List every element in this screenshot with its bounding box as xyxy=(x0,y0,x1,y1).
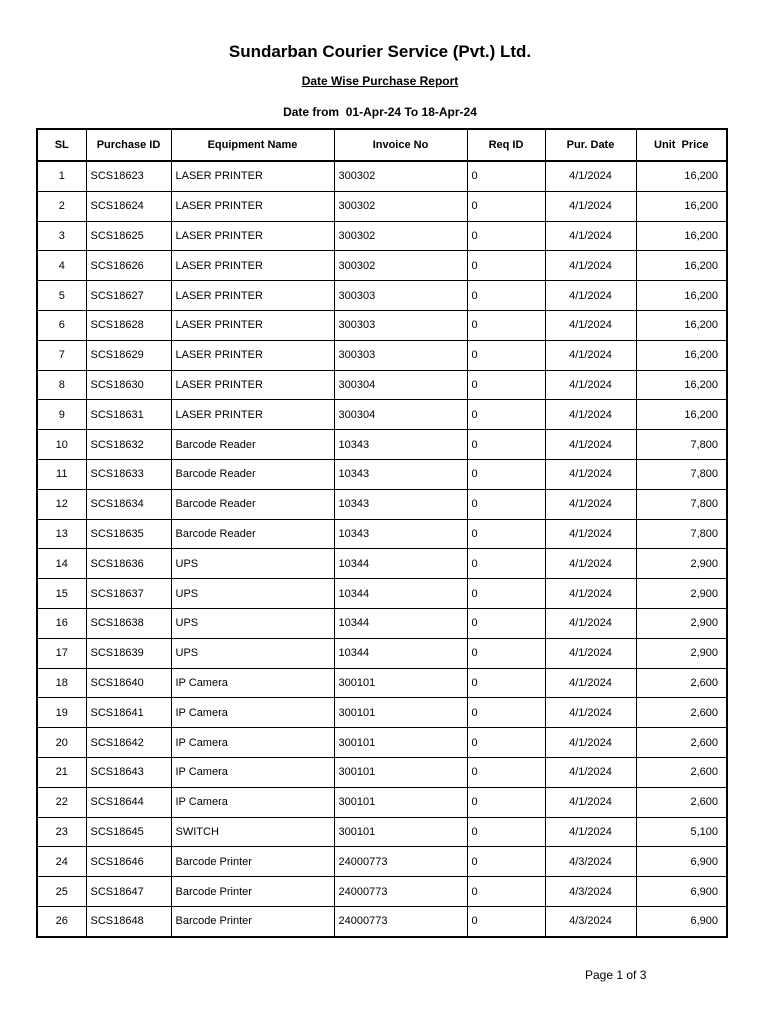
cell-invoice-no: 300303 xyxy=(334,281,467,311)
cell-unit-price: 2,900 xyxy=(636,638,727,668)
cell-invoice-no: 300101 xyxy=(334,728,467,758)
cell-sl: 17 xyxy=(37,638,86,668)
cell-req-id: 0 xyxy=(467,579,545,609)
cell-unit-price: 2,600 xyxy=(636,668,727,698)
cell-sl: 21 xyxy=(37,757,86,787)
cell-req-id: 0 xyxy=(467,340,545,370)
cell-pur-date: 4/1/2024 xyxy=(545,251,636,281)
cell-unit-price: 2,900 xyxy=(636,549,727,579)
cell-equipment-name: LASER PRINTER xyxy=(171,281,334,311)
cell-equipment-name: Barcode Reader xyxy=(171,430,334,460)
cell-req-id: 0 xyxy=(467,519,545,549)
cell-sl: 13 xyxy=(37,519,86,549)
cell-invoice-no: 300303 xyxy=(334,340,467,370)
cell-req-id: 0 xyxy=(467,638,545,668)
cell-equipment-name: IP Camera xyxy=(171,787,334,817)
cell-invoice-no: 300304 xyxy=(334,400,467,430)
cell-sl: 8 xyxy=(37,370,86,400)
cell-sl: 3 xyxy=(37,221,86,251)
cell-req-id: 0 xyxy=(467,787,545,817)
table-row xyxy=(37,430,727,460)
cell-pur-date: 4/1/2024 xyxy=(545,668,636,698)
table-row xyxy=(37,191,727,221)
cell-purchase-id: SCS18628 xyxy=(86,310,171,340)
cell-equipment-name: Barcode Printer xyxy=(171,847,334,877)
cell-pur-date: 4/1/2024 xyxy=(545,161,636,191)
cell-sl: 5 xyxy=(37,281,86,311)
cell-purchase-id: SCS18641 xyxy=(86,698,171,728)
cell-unit-price: 16,200 xyxy=(636,191,727,221)
cell-req-id: 0 xyxy=(467,698,545,728)
cell-equipment-name: Barcode Printer xyxy=(171,877,334,907)
cell-unit-price: 16,200 xyxy=(636,281,727,311)
cell-purchase-id: SCS18627 xyxy=(86,281,171,311)
cell-invoice-no: 300304 xyxy=(334,370,467,400)
cell-req-id: 0 xyxy=(467,459,545,489)
table-row xyxy=(37,489,727,519)
cell-sl: 14 xyxy=(37,549,86,579)
cell-unit-price: 16,200 xyxy=(636,161,727,191)
cell-unit-price: 16,200 xyxy=(636,251,727,281)
cell-req-id: 0 xyxy=(467,608,545,638)
cell-sl: 26 xyxy=(37,906,86,936)
cell-unit-price: 16,200 xyxy=(636,400,727,430)
table-row xyxy=(37,340,727,370)
cell-pur-date: 4/3/2024 xyxy=(545,847,636,877)
cell-req-id: 0 xyxy=(467,906,545,936)
header-sl: SL xyxy=(37,129,86,161)
cell-req-id: 0 xyxy=(467,191,545,221)
cell-req-id: 0 xyxy=(467,221,545,251)
purchase-table xyxy=(36,128,728,938)
cell-purchase-id: SCS18647 xyxy=(86,877,171,907)
table-row xyxy=(37,877,727,907)
cell-purchase-id: SCS18633 xyxy=(86,459,171,489)
cell-purchase-id: SCS18631 xyxy=(86,400,171,430)
cell-purchase-id: SCS18638 xyxy=(86,608,171,638)
cell-sl: 15 xyxy=(37,579,86,609)
cell-pur-date: 4/1/2024 xyxy=(545,459,636,489)
cell-pur-date: 4/1/2024 xyxy=(545,489,636,519)
cell-invoice-no: 24000773 xyxy=(334,847,467,877)
page-number: Page 1 of 3 xyxy=(585,968,647,982)
cell-purchase-id: SCS18646 xyxy=(86,847,171,877)
cell-pur-date: 4/1/2024 xyxy=(545,787,636,817)
cell-unit-price: 2,900 xyxy=(636,579,727,609)
cell-purchase-id: SCS18635 xyxy=(86,519,171,549)
cell-purchase-id: SCS18623 xyxy=(86,161,171,191)
cell-invoice-no: 10344 xyxy=(334,638,467,668)
cell-unit-price: 7,800 xyxy=(636,489,727,519)
cell-invoice-no: 10343 xyxy=(334,430,467,460)
cell-sl: 20 xyxy=(37,728,86,758)
cell-purchase-id: SCS18629 xyxy=(86,340,171,370)
cell-unit-price: 7,800 xyxy=(636,459,727,489)
cell-sl: 9 xyxy=(37,400,86,430)
cell-purchase-id: SCS18643 xyxy=(86,757,171,787)
cell-equipment-name: Barcode Reader xyxy=(171,489,334,519)
table-row xyxy=(37,281,727,311)
cell-equipment-name: LASER PRINTER xyxy=(171,310,334,340)
cell-pur-date: 4/1/2024 xyxy=(545,728,636,758)
cell-req-id: 0 xyxy=(467,161,545,191)
cell-pur-date: 4/1/2024 xyxy=(545,370,636,400)
cell-unit-price: 16,200 xyxy=(636,370,727,400)
cell-invoice-no: 24000773 xyxy=(334,877,467,907)
cell-equipment-name: IP Camera xyxy=(171,698,334,728)
cell-purchase-id: SCS18630 xyxy=(86,370,171,400)
cell-equipment-name: IP Camera xyxy=(171,757,334,787)
cell-invoice-no: 300101 xyxy=(334,787,467,817)
table-row xyxy=(37,161,727,191)
cell-pur-date: 4/1/2024 xyxy=(545,549,636,579)
cell-sl: 25 xyxy=(37,877,86,907)
cell-sl: 12 xyxy=(37,489,86,519)
cell-purchase-id: SCS18640 xyxy=(86,668,171,698)
cell-req-id: 0 xyxy=(467,847,545,877)
cell-invoice-no: 300302 xyxy=(334,221,467,251)
date-range: Date from 01-Apr-24 To 18-Apr-24 xyxy=(283,105,477,119)
table-row xyxy=(37,579,727,609)
table-row xyxy=(37,608,727,638)
cell-invoice-no: 10344 xyxy=(334,579,467,609)
cell-purchase-id: SCS18645 xyxy=(86,817,171,847)
cell-req-id: 0 xyxy=(467,430,545,460)
cell-unit-price: 2,600 xyxy=(636,728,727,758)
table-row xyxy=(37,221,727,251)
cell-unit-price: 16,200 xyxy=(636,340,727,370)
cell-equipment-name: IP Camera xyxy=(171,668,334,698)
cell-sl: 4 xyxy=(37,251,86,281)
cell-invoice-no: 300101 xyxy=(334,668,467,698)
cell-unit-price: 6,900 xyxy=(636,906,727,936)
cell-equipment-name: LASER PRINTER xyxy=(171,251,334,281)
cell-invoice-no: 300101 xyxy=(334,817,467,847)
header-req-id: Req ID xyxy=(467,129,545,161)
table-row xyxy=(37,668,727,698)
cell-req-id: 0 xyxy=(467,400,545,430)
cell-req-id: 0 xyxy=(467,668,545,698)
cell-pur-date: 4/1/2024 xyxy=(545,817,636,847)
cell-unit-price: 6,900 xyxy=(636,847,727,877)
cell-purchase-id: SCS18632 xyxy=(86,430,171,460)
header-equipment-name: Equipment Name xyxy=(171,129,334,161)
cell-pur-date: 4/1/2024 xyxy=(545,310,636,340)
cell-equipment-name: LASER PRINTER xyxy=(171,340,334,370)
company-title: Sundarban Courier Service (Pvt.) Ltd. xyxy=(228,42,532,61)
cell-req-id: 0 xyxy=(467,757,545,787)
cell-purchase-id: SCS18634 xyxy=(86,489,171,519)
cell-unit-price: 7,800 xyxy=(636,430,727,460)
cell-purchase-id: SCS18648 xyxy=(86,906,171,936)
cell-pur-date: 4/1/2024 xyxy=(545,340,636,370)
table-row xyxy=(37,728,727,758)
cell-invoice-no: 10343 xyxy=(334,519,467,549)
table-row xyxy=(37,906,727,936)
cell-purchase-id: SCS18642 xyxy=(86,728,171,758)
cell-purchase-id: SCS18637 xyxy=(86,579,171,609)
cell-unit-price: 6,900 xyxy=(636,877,727,907)
cell-invoice-no: 10343 xyxy=(334,489,467,519)
cell-purchase-id: SCS18636 xyxy=(86,549,171,579)
cell-sl: 18 xyxy=(37,668,86,698)
cell-invoice-no: 300302 xyxy=(334,191,467,221)
cell-invoice-no: 300101 xyxy=(334,757,467,787)
cell-invoice-no: 300303 xyxy=(334,310,467,340)
cell-purchase-id: SCS18624 xyxy=(86,191,171,221)
header-purchase-id: Purchase ID xyxy=(86,129,171,161)
cell-pur-date: 4/1/2024 xyxy=(545,430,636,460)
header-pur-date: Pur. Date xyxy=(545,129,636,161)
cell-req-id: 0 xyxy=(467,877,545,907)
cell-req-id: 0 xyxy=(467,728,545,758)
cell-sl: 1 xyxy=(37,161,86,191)
cell-invoice-no: 300302 xyxy=(334,161,467,191)
table-row xyxy=(37,310,727,340)
cell-equipment-name: UPS xyxy=(171,579,334,609)
cell-invoice-no: 300302 xyxy=(334,251,467,281)
cell-pur-date: 4/1/2024 xyxy=(545,579,636,609)
cell-invoice-no: 24000773 xyxy=(334,906,467,936)
report-title-text: Date Wise Purchase Report xyxy=(301,74,459,88)
cell-unit-price: 2,900 xyxy=(636,608,727,638)
cell-invoice-no: 10344 xyxy=(334,549,467,579)
cell-req-id: 0 xyxy=(467,310,545,340)
table-row xyxy=(37,459,727,489)
table-row xyxy=(37,757,727,787)
cell-req-id: 0 xyxy=(467,251,545,281)
table-row xyxy=(37,519,727,549)
cell-pur-date: 4/1/2024 xyxy=(545,698,636,728)
cell-req-id: 0 xyxy=(467,281,545,311)
cell-equipment-name: Barcode Reader xyxy=(171,519,334,549)
cell-sl: 7 xyxy=(37,340,86,370)
cell-equipment-name: SWITCH xyxy=(171,817,334,847)
cell-purchase-id: SCS18626 xyxy=(86,251,171,281)
cell-purchase-id: SCS18625 xyxy=(86,221,171,251)
table-row xyxy=(37,638,727,668)
cell-unit-price: 7,800 xyxy=(636,519,727,549)
cell-sl: 23 xyxy=(37,817,86,847)
cell-equipment-name: LASER PRINTER xyxy=(171,161,334,191)
cell-unit-price: 2,600 xyxy=(636,757,727,787)
cell-equipment-name: IP Camera xyxy=(171,728,334,758)
cell-equipment-name: LASER PRINTER xyxy=(171,191,334,221)
cell-purchase-id: SCS18639 xyxy=(86,638,171,668)
cell-sl: 10 xyxy=(37,430,86,460)
report-title xyxy=(0,74,760,88)
table-row xyxy=(37,549,727,579)
cell-sl: 22 xyxy=(37,787,86,817)
cell-sl: 6 xyxy=(37,310,86,340)
cell-unit-price: 16,200 xyxy=(636,310,727,340)
cell-equipment-name: UPS xyxy=(171,549,334,579)
cell-sl: 2 xyxy=(37,191,86,221)
cell-pur-date: 4/1/2024 xyxy=(545,400,636,430)
cell-pur-date: 4/1/2024 xyxy=(545,757,636,787)
cell-unit-price: 16,200 xyxy=(636,221,727,251)
cell-sl: 11 xyxy=(37,459,86,489)
table-row xyxy=(37,400,727,430)
cell-req-id: 0 xyxy=(467,370,545,400)
cell-equipment-name: UPS xyxy=(171,638,334,668)
cell-sl: 19 xyxy=(37,698,86,728)
table-row xyxy=(37,847,727,877)
cell-purchase-id: SCS18644 xyxy=(86,787,171,817)
cell-invoice-no: 300101 xyxy=(334,698,467,728)
cell-equipment-name: LASER PRINTER xyxy=(171,221,334,251)
table-row xyxy=(37,698,727,728)
cell-equipment-name: LASER PRINTER xyxy=(171,400,334,430)
table-row xyxy=(37,370,727,400)
cell-sl: 24 xyxy=(37,847,86,877)
table-row xyxy=(37,817,727,847)
cell-unit-price: 5,100 xyxy=(636,817,727,847)
cell-pur-date: 4/1/2024 xyxy=(545,519,636,549)
cell-pur-date: 4/1/2024 xyxy=(545,608,636,638)
table-header-row xyxy=(37,129,727,161)
cell-unit-price: 2,600 xyxy=(636,787,727,817)
cell-sl: 16 xyxy=(37,608,86,638)
cell-unit-price: 2,600 xyxy=(636,698,727,728)
cell-equipment-name: Barcode Printer xyxy=(171,906,334,936)
cell-equipment-name: LASER PRINTER xyxy=(171,370,334,400)
cell-equipment-name: Barcode Reader xyxy=(171,459,334,489)
cell-invoice-no: 10344 xyxy=(334,608,467,638)
cell-req-id: 0 xyxy=(467,817,545,847)
cell-pur-date: 4/1/2024 xyxy=(545,191,636,221)
table-row xyxy=(37,787,727,817)
cell-equipment-name: UPS xyxy=(171,608,334,638)
cell-req-id: 0 xyxy=(467,549,545,579)
table-row xyxy=(37,251,727,281)
cell-pur-date: 4/1/2024 xyxy=(545,281,636,311)
cell-req-id: 0 xyxy=(467,489,545,519)
cell-pur-date: 4/1/2024 xyxy=(545,638,636,668)
header-unit-price: Unit Price xyxy=(636,129,727,161)
cell-pur-date: 4/1/2024 xyxy=(545,221,636,251)
cell-invoice-no: 10343 xyxy=(334,459,467,489)
header-invoice-no: Invoice No xyxy=(334,129,467,161)
cell-pur-date: 4/3/2024 xyxy=(545,906,636,936)
cell-pur-date: 4/3/2024 xyxy=(545,877,636,907)
